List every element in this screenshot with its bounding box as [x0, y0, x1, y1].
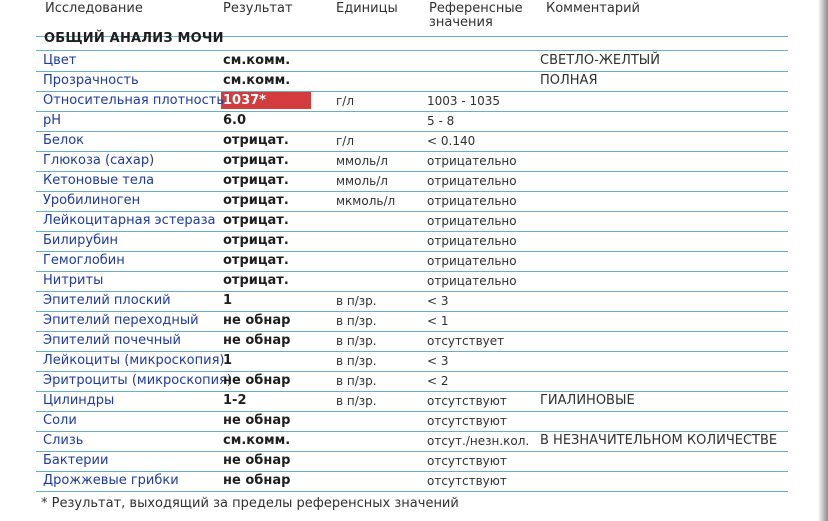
result-value: 1	[223, 353, 233, 368]
units-value: в п/зр.	[336, 394, 377, 408]
table-row	[36, 51, 788, 72]
table-row	[36, 191, 788, 212]
table-row	[36, 151, 788, 172]
reference-value: отрицательно	[427, 234, 517, 248]
reference-value: отрицательно	[427, 174, 517, 188]
test-name: pH	[43, 113, 62, 128]
table-row	[36, 331, 788, 352]
reference-value: < 3	[427, 294, 449, 308]
footnote: * Результат, выходящий за пределы референсных значений	[41, 496, 459, 511]
table-row	[36, 131, 788, 152]
result-value: отрицат.	[223, 153, 289, 168]
table-row	[36, 271, 788, 292]
reference-value: отрицательно	[427, 154, 517, 168]
reference-value: отрицательно	[427, 254, 517, 268]
result-value: отрицат.	[223, 173, 289, 188]
table-row	[36, 471, 788, 492]
reference-value: отсут./незн.кол.	[427, 434, 530, 448]
result-value: см.комм.	[223, 433, 291, 448]
reference-value: отрицательно	[427, 214, 517, 228]
table-row	[36, 171, 788, 192]
reference-value: < 0.140	[427, 134, 476, 148]
header-test: Исследование	[45, 1, 143, 16]
table-row	[36, 251, 788, 272]
table-row	[36, 111, 788, 132]
table-row	[36, 351, 788, 372]
table-row	[36, 211, 788, 232]
units-value: ммоль/л	[336, 174, 388, 188]
reference-value: отрицательно	[427, 274, 517, 288]
test-name: Дрожжевые грибки	[43, 473, 179, 488]
test-name: Билирубин	[43, 233, 119, 248]
reference-value: отсутствуют	[427, 474, 507, 488]
result-value: см.комм.	[223, 53, 291, 68]
reference-value: < 2	[427, 374, 449, 388]
test-name: Соли	[43, 413, 77, 428]
result-value: см.комм.	[223, 73, 291, 88]
header-reference	[429, 2, 523, 30]
table-row	[36, 291, 788, 312]
reference-value: < 1	[427, 314, 449, 328]
section-title: ОБЩИЙ АНАЛИЗ МОЧИ	[44, 31, 224, 46]
test-name: Цилиндры	[43, 393, 115, 408]
section-header	[36, 31, 788, 51]
test-name: Эпителий переходный	[43, 313, 199, 328]
units-value: г/л	[336, 134, 355, 148]
test-name: Эритроциты (микроскопия)	[43, 373, 233, 388]
comment-value: ПОЛНАЯ	[540, 73, 598, 88]
reference-value: 5 - 8	[427, 114, 455, 128]
reference-value: отсутствуют	[427, 414, 507, 428]
header-reference-line1: Референсные	[429, 1, 523, 16]
header-result: Результат	[223, 1, 293, 16]
lab-results-sheet	[36, 0, 788, 521]
test-name: Кетоновые тела	[43, 173, 155, 188]
units-value: в п/зр.	[336, 314, 377, 328]
result-value: не обнар	[223, 333, 291, 348]
reference-value: отсутствуют	[427, 454, 507, 468]
test-name: Эпителий плоский	[43, 293, 171, 308]
result-value: 1-2	[223, 393, 247, 408]
test-name: Глюкоза (сахар)	[43, 153, 155, 168]
test-name: Лейкоциты (микроскопия)	[43, 353, 225, 368]
result-value: отрицат.	[223, 253, 289, 268]
test-name: Уробилиноген	[43, 193, 141, 208]
result-value: не обнар	[223, 373, 291, 388]
test-name: Гемоглобин	[43, 253, 125, 268]
table-row	[36, 311, 788, 332]
units-value: в п/зр.	[336, 334, 377, 348]
result-value: отрицат.	[223, 133, 289, 148]
test-name: Нитриты	[43, 273, 104, 288]
result-value: не обнар	[223, 413, 291, 428]
result-value: отрицат.	[223, 193, 289, 208]
header-reference-line2: значения	[429, 15, 493, 30]
test-name: Прозрачность	[43, 73, 139, 88]
page-edge-shadow	[818, 0, 828, 521]
table-row	[36, 231, 788, 252]
test-name: Цвет	[43, 53, 77, 68]
test-name: Слизь	[43, 433, 84, 448]
table-row	[36, 391, 788, 412]
result-value: 1	[223, 293, 233, 308]
units-value: в п/зр.	[336, 374, 377, 388]
reference-value: отсутствуют	[427, 394, 507, 408]
result-value: не обнар	[223, 453, 291, 468]
table-row	[36, 411, 788, 432]
reference-value: < 3	[427, 354, 449, 368]
test-name: Белок	[43, 133, 85, 148]
comment-value: В НЕЗНАЧИТЕЛЬНОМ КОЛИЧЕСТВЕ	[540, 433, 778, 448]
result-value: не обнар	[223, 313, 291, 328]
result-value: отрицат.	[223, 273, 289, 288]
units-value: мкмоль/л	[336, 194, 396, 208]
reference-value: отсутствует	[427, 334, 505, 348]
header-units: Единицы	[336, 1, 398, 16]
units-value: в п/зр.	[336, 294, 377, 308]
table-row	[36, 431, 788, 452]
header-comment: Комментарий	[546, 1, 640, 16]
comment-value: СВЕТЛО-ЖЕЛТЫЙ	[540, 53, 660, 68]
result-value: 6.0	[223, 113, 247, 128]
units-value: г/л	[336, 94, 355, 108]
result-value: отрицат.	[223, 233, 289, 248]
test-name: Относительная плотность	[43, 93, 224, 108]
units-value: в п/зр.	[336, 354, 377, 368]
table-row	[36, 371, 788, 392]
test-name: Лейкоцитарная эстераза	[43, 213, 216, 228]
table-row	[36, 71, 788, 92]
result-value: отрицат.	[223, 213, 289, 228]
test-name: Бактерии	[43, 453, 109, 468]
comment-value: ГИАЛИНОВЫЕ	[540, 393, 635, 408]
result-value: 1037*	[223, 93, 266, 108]
units-value: ммоль/л	[336, 154, 388, 168]
reference-value: отрицательно	[427, 194, 517, 208]
test-name: Эпителий почечный	[43, 333, 181, 348]
result-value: не обнар	[223, 473, 291, 488]
reference-value: 1003 - 1035	[427, 94, 501, 108]
table-row	[36, 91, 788, 112]
table-row	[36, 451, 788, 472]
